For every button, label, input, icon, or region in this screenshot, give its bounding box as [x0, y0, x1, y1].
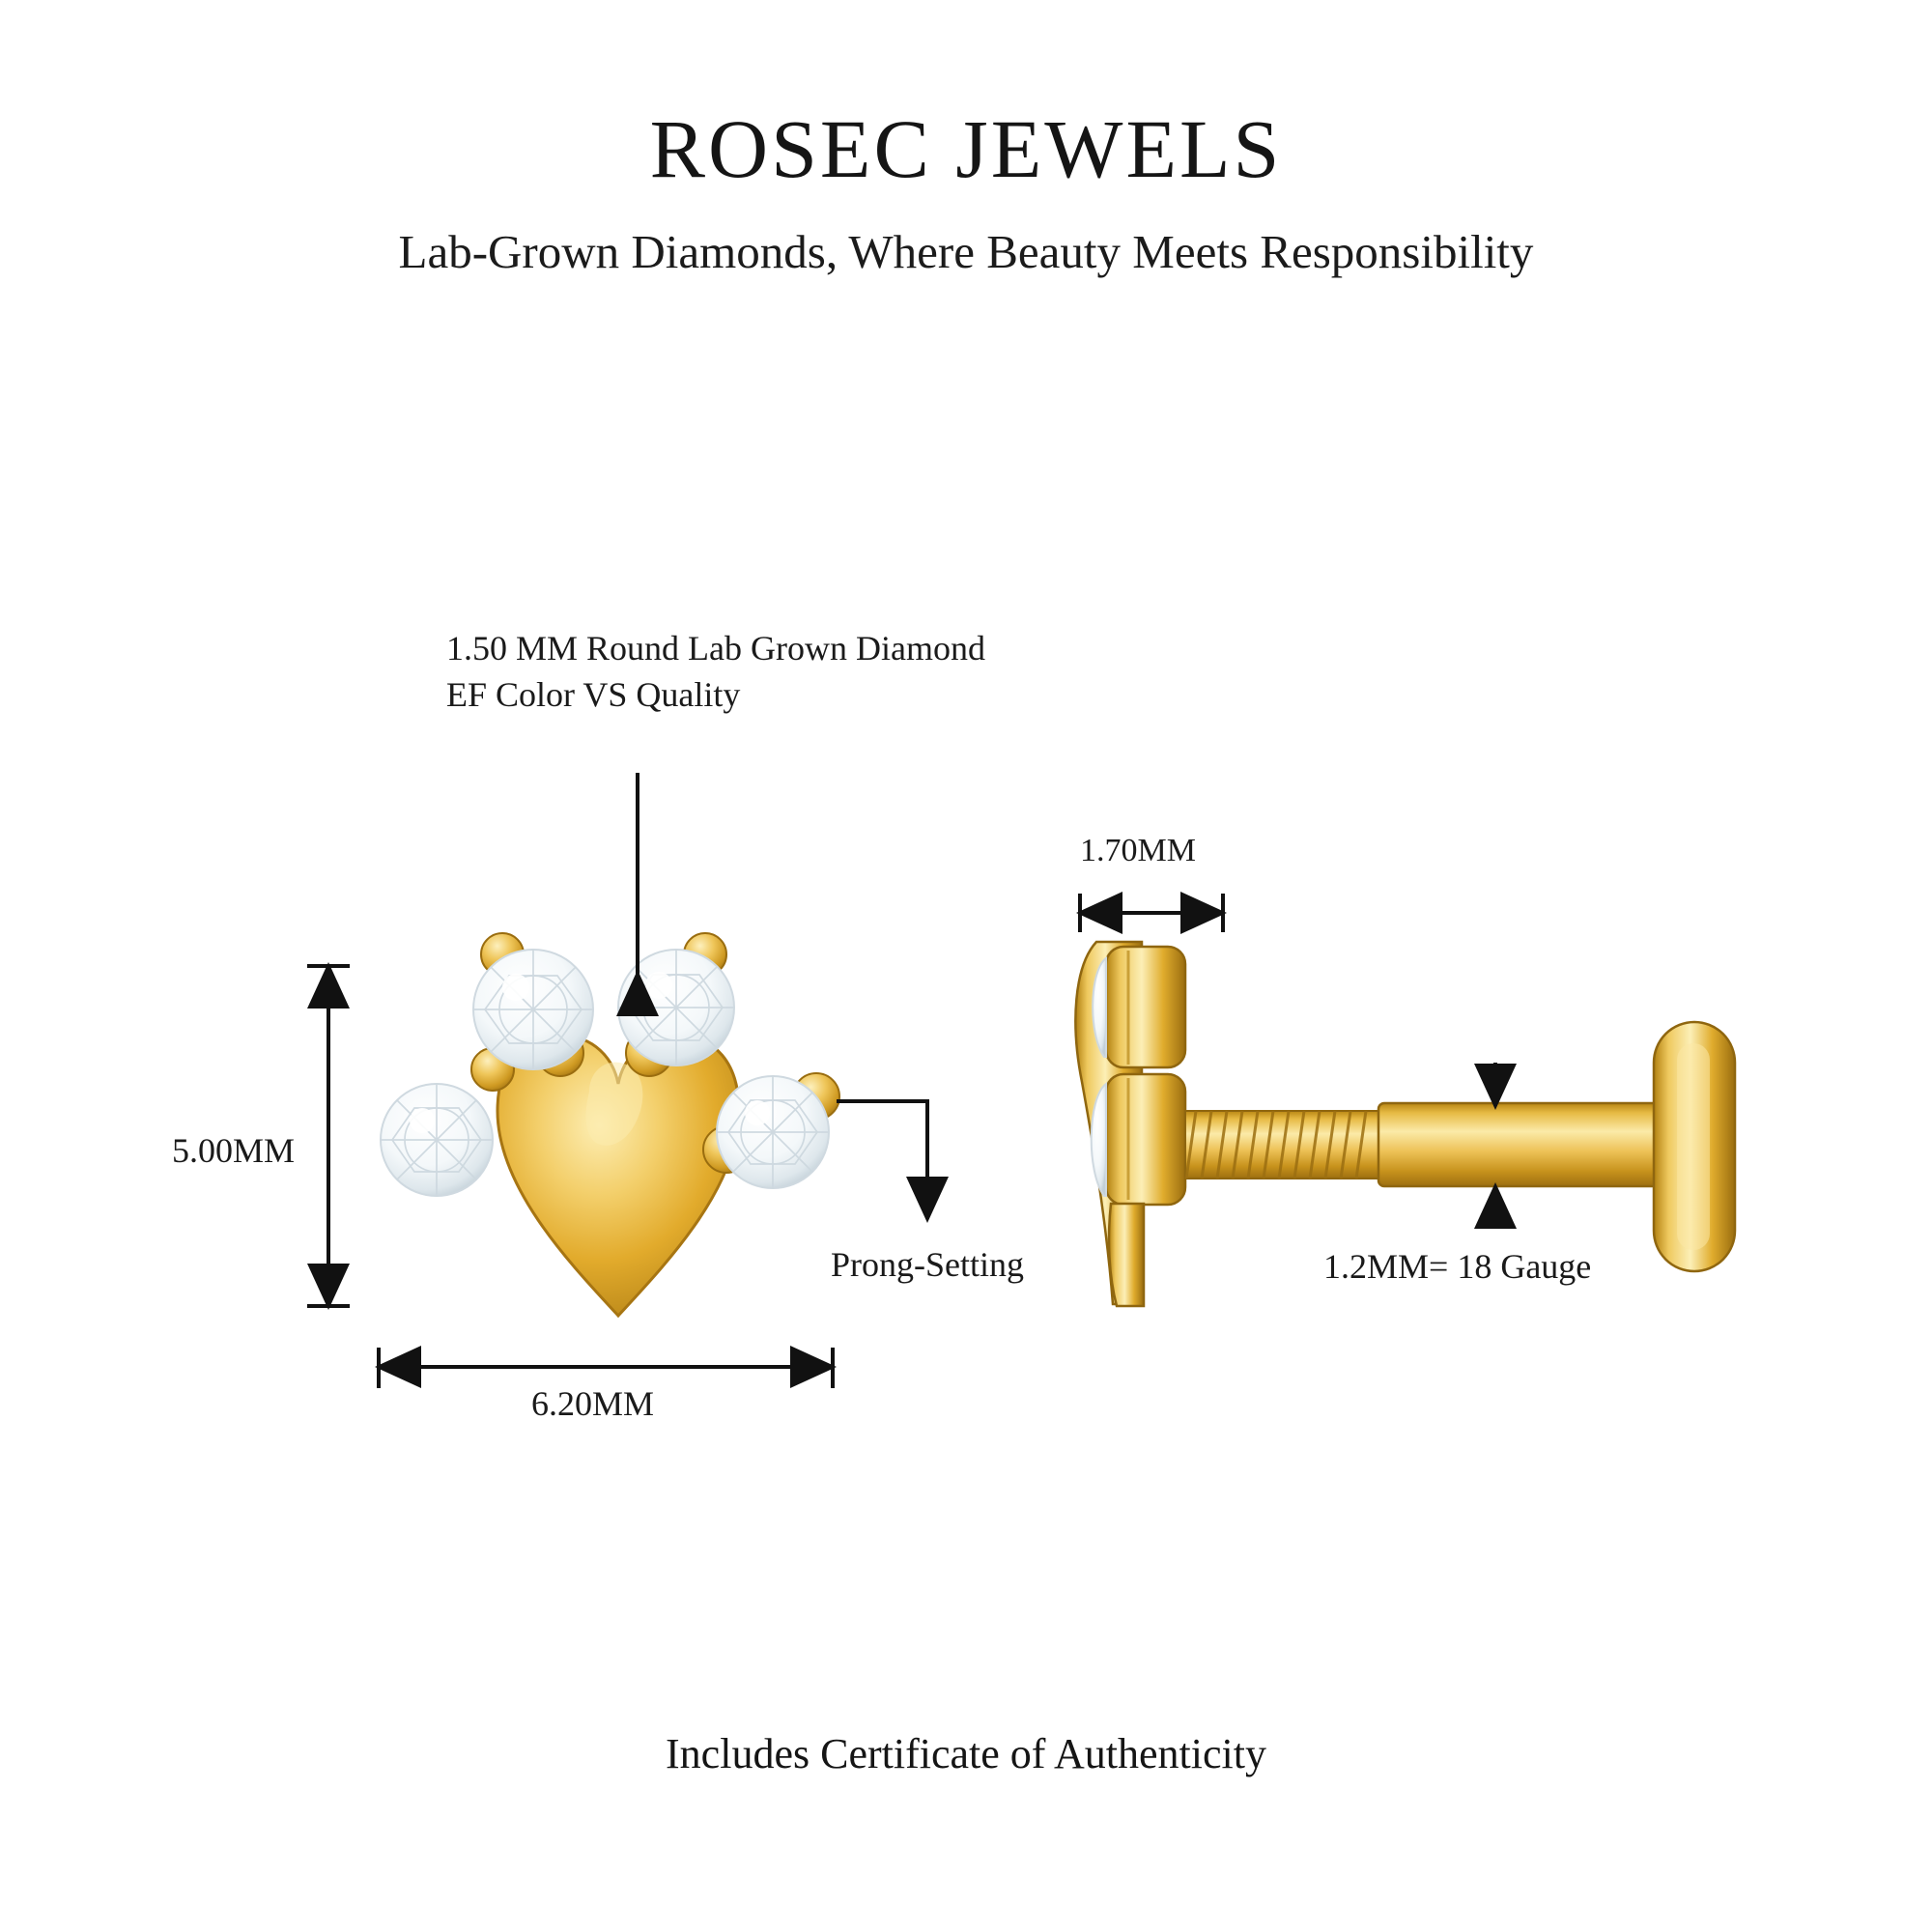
- brand-tagline: Lab-Grown Diamonds, Where Beauty Meets Responsibility: [398, 225, 1534, 278]
- diamond-spec-line-2: EF Color VS Quality: [446, 674, 741, 714]
- post-head-width-dimension: [1080, 894, 1223, 932]
- heart-pad: [497, 1036, 739, 1316]
- prong-leader-line: [837, 1101, 927, 1219]
- post-head-width-label: 1.70MM: [1080, 833, 1196, 868]
- brand-title: ROSEC JEWELS: [649, 102, 1283, 195]
- post-head-profile: [1075, 942, 1185, 1306]
- flat-back-disc: [1654, 1022, 1735, 1271]
- height-dimension-label: 5.00MM: [172, 1131, 296, 1170]
- certificate-note: Includes Certificate of Authenticity: [666, 1730, 1266, 1777]
- post-bar: [1378, 1103, 1659, 1186]
- gauge-label: 1.2MM= 18 Gauge: [1323, 1247, 1592, 1286]
- width-dimension-label: 6.20MM: [531, 1384, 655, 1423]
- flatback-post-assembly: [1075, 942, 1735, 1306]
- paw-motif: [381, 933, 839, 1316]
- diamond-spec-line-1: 1.50 MM Round Lab Grown Diamond: [446, 629, 985, 668]
- toe-diamond-left: [381, 1048, 514, 1196]
- threaded-post: [1185, 1111, 1378, 1179]
- width-dimension: [379, 1348, 833, 1388]
- prong-setting-annotation: Prong-Setting: [831, 1245, 1025, 1284]
- height-dimension: [307, 966, 350, 1306]
